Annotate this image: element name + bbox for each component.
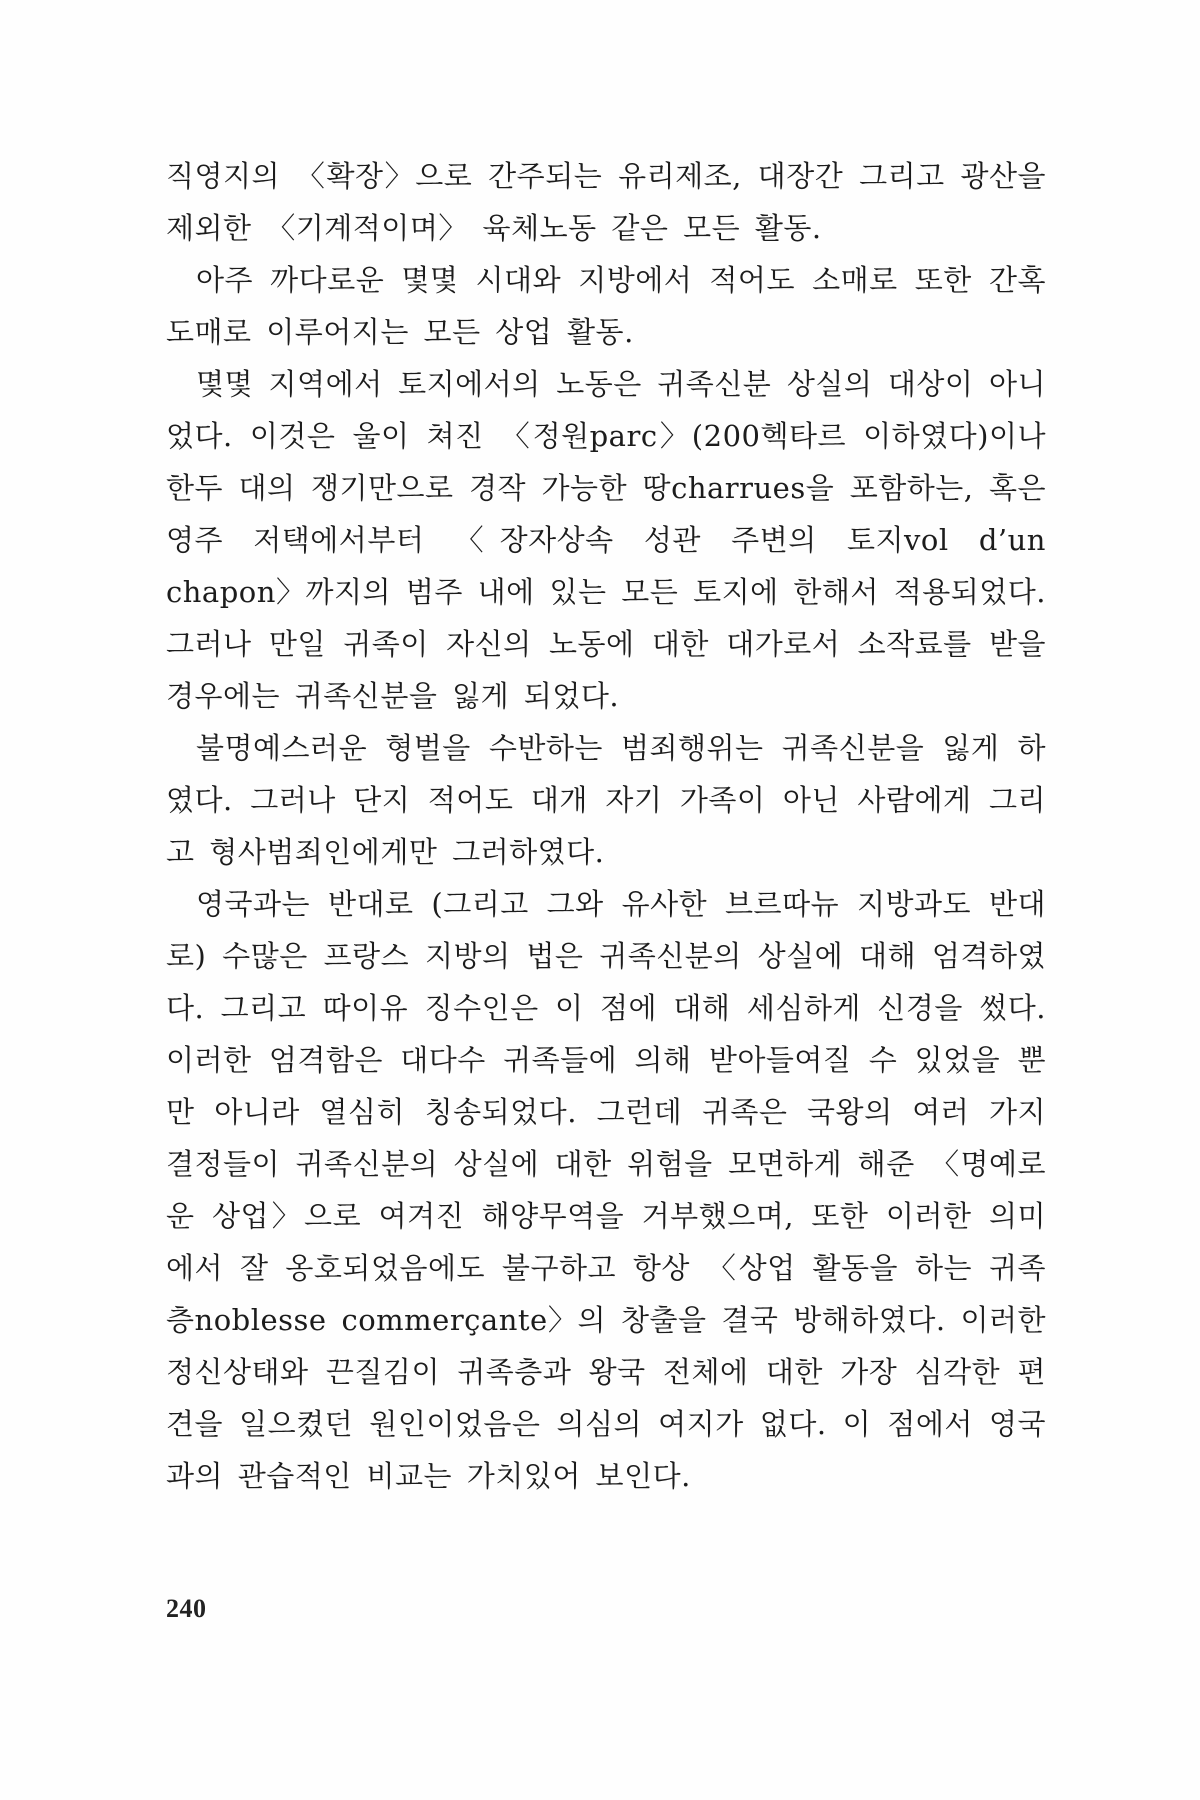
paragraph-crime: 불명예스러운 형벌을 수반하는 범죄행위는 귀족신분을 잃게 하였다. 그러나 단지 적어도 대개 자기 가족이 아닌 사람에게 그리고 형사범죄인에게만 그러하였다. [166,731,1046,869]
paragraph-manual-labor: 직영지의 〈확장〉으로 간주되는 유리제조, 대장간 그리고 광산을 제외한 〈기계적이며〉 육체노동 같은 모든 활동. [166,159,1046,245]
paragraph-comparison-england: 영국과는 반대로 (그리고 그와 유사한 브르따뉴 지방과도 반대로) 수많은 프랑스 지방의 법은 귀족신분의 상실에 대해 엄격하였다. 그리고 따이유 징수인은 이 점에 대해 세심하게 신경을 썼다. 이러한 엄격함은 대다수 귀족들에 의해 받아들여질 수 있었을 뿐만 아니라 열심히 칭송되었다. 그런데 귀족은 국왕의 여러 가지 결정들이 귀족신분의 상실에 대한 위험을 모면하게 해준 〈명예로운 상업〉으로 여겨진 해양무역을 거부했으며, 또한 이러한 의미에서 잘 옹호되었음에도 불구하고 항상 〈상업 활동을 하는 귀족층noblesse commerçante〉의 창출을 결국 방해하였다. 이러한 정신상태와 끈질김이 귀족층과 왕국 전체에 대한 가장 심각한 편견을 일으켰던 원인이었음은 의심의 여지가 없다. 이 점에서 영국과의 관습적인 비교는 가치있어 보인다. [166,887,1046,1493]
page-number: 240 [166,1594,207,1623]
paragraph-land-labor: 몇몇 지역에서 토지에서의 노동은 귀족신분 상실의 대상이 아니었다. 이것은 울이 쳐진 〈정원parc〉(200헥타르 이하였다)이나 한두 대의 쟁기만으로 경작 가능한 땅charrues을 포함하는, 혹은 영주 저택에서부터 〈장자상속 성관 주변의 토지vol d’un chapon〉까지의 범주 내에 있는 모든 토지에 한해서 적용되었다. 그러나 만일 귀족이 자신의 노동에 대한 대가로서 소작료를 받을 경우에는 귀족신분을 잃게 되었다. [166,367,1046,713]
paragraph-commerce: 아주 까다로운 몇몇 시대와 지방에서 적어도 소매로 또한 간혹 도매로 이루어지는 모든 상업 활동. [166,263,1046,349]
body-text [166,150,1046,1502]
